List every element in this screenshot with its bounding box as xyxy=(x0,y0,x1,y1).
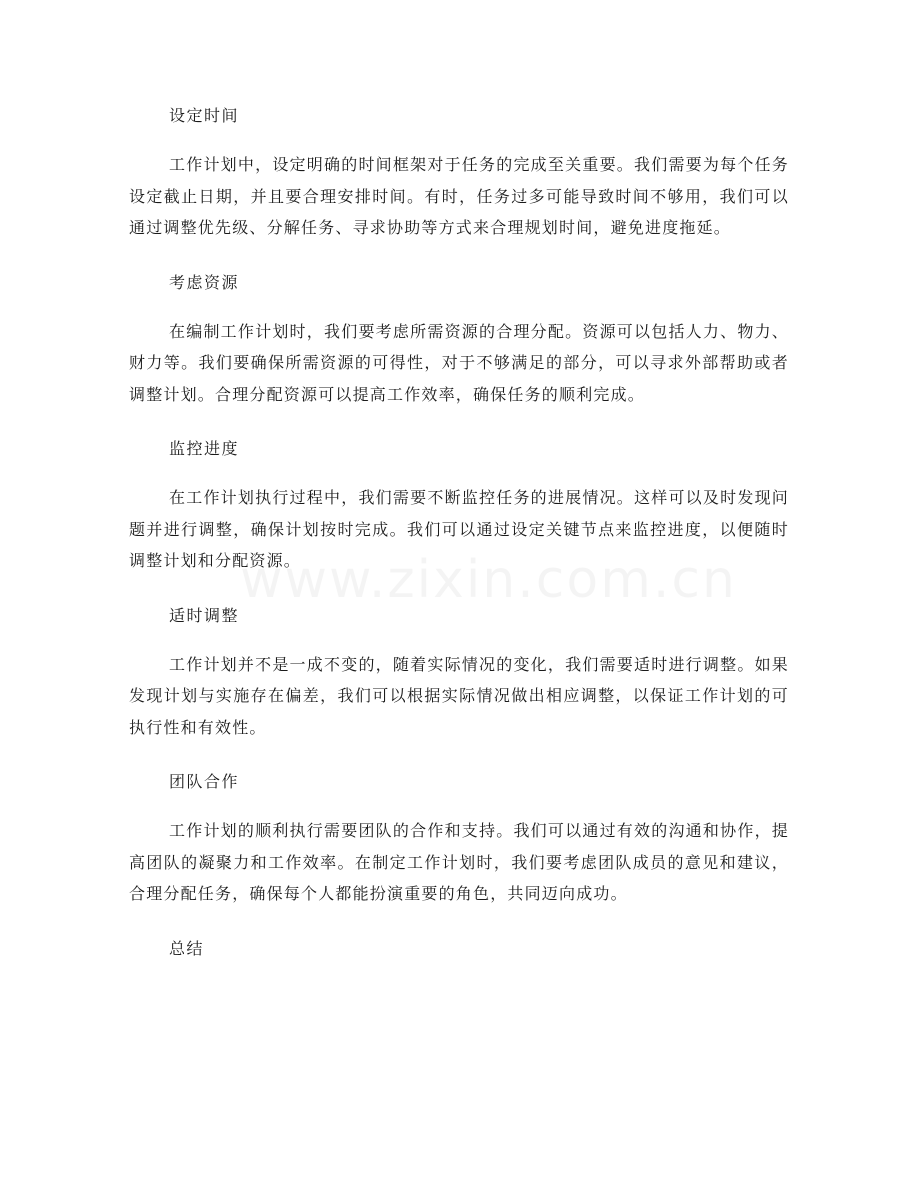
section-paragraph: 工作计划中，设定明确的时间框架对于任务的完成至关重要。我们需要为每个任务设定截止日期，并且要合理安排时间。有时，任务过多可能导致时间不够用，我们可以通过调整优先级、分解任务、寻求协助等方式来合理规划时间，避免进度拖延。 xyxy=(129,155,789,237)
section-paragraph: 工作计划并不是一成不变的，随着实际情况的变化，我们需要适时进行调整。如果发现计划与实施存在偏差，我们可以根据实际情况做出相应调整，以保证工作计划的可执行性和有效性。 xyxy=(129,654,789,737)
section-paragraph: 在工作计划执行过程中，我们需要不断监控任务的进展情况。这样可以及时发现问题并进行调整，确保计划按时完成。我们可以通过设定关键节点来监控进度，以便随时调整计划和分配资源。 xyxy=(129,488,789,570)
section-timely-adjustment xyxy=(129,600,789,744)
document-body xyxy=(129,100,789,982)
section-heading: 考虑资源 xyxy=(169,272,240,292)
section-paragraph: 工作计划的顺利执行需要团队的合作和支持。我们可以通过有效的沟通和协作，提高团队的凝聚力和工作效率。在制定工作计划时，我们要考虑团队成员的意见和建议，合理分配任务，确保每个人都能扮演重要的角色，共同迈向成功。 xyxy=(129,821,789,903)
section-set-time xyxy=(129,100,789,244)
section-consider-resources xyxy=(129,267,789,411)
section-paragraph: 在编制工作计划时，我们要考虑所需资源的合理分配。资源可以包括人力、物力、财力等。我们要确保所需资源的可得性，对于不够满足的部分，可以寻求外部帮助或者调整计划。合理分配资源可以提高工作效率，确保任务的顺利完成。 xyxy=(129,321,789,404)
section-heading: 监控进度 xyxy=(169,439,240,458)
section-teamwork xyxy=(129,766,789,910)
section-heading: 团队合作 xyxy=(169,772,240,791)
section-summary xyxy=(129,933,789,965)
section-heading: 总结 xyxy=(169,938,205,958)
section-heading: 设定时间 xyxy=(169,106,240,125)
section-heading: 适时调整 xyxy=(169,605,240,625)
section-monitor-progress xyxy=(129,433,789,577)
